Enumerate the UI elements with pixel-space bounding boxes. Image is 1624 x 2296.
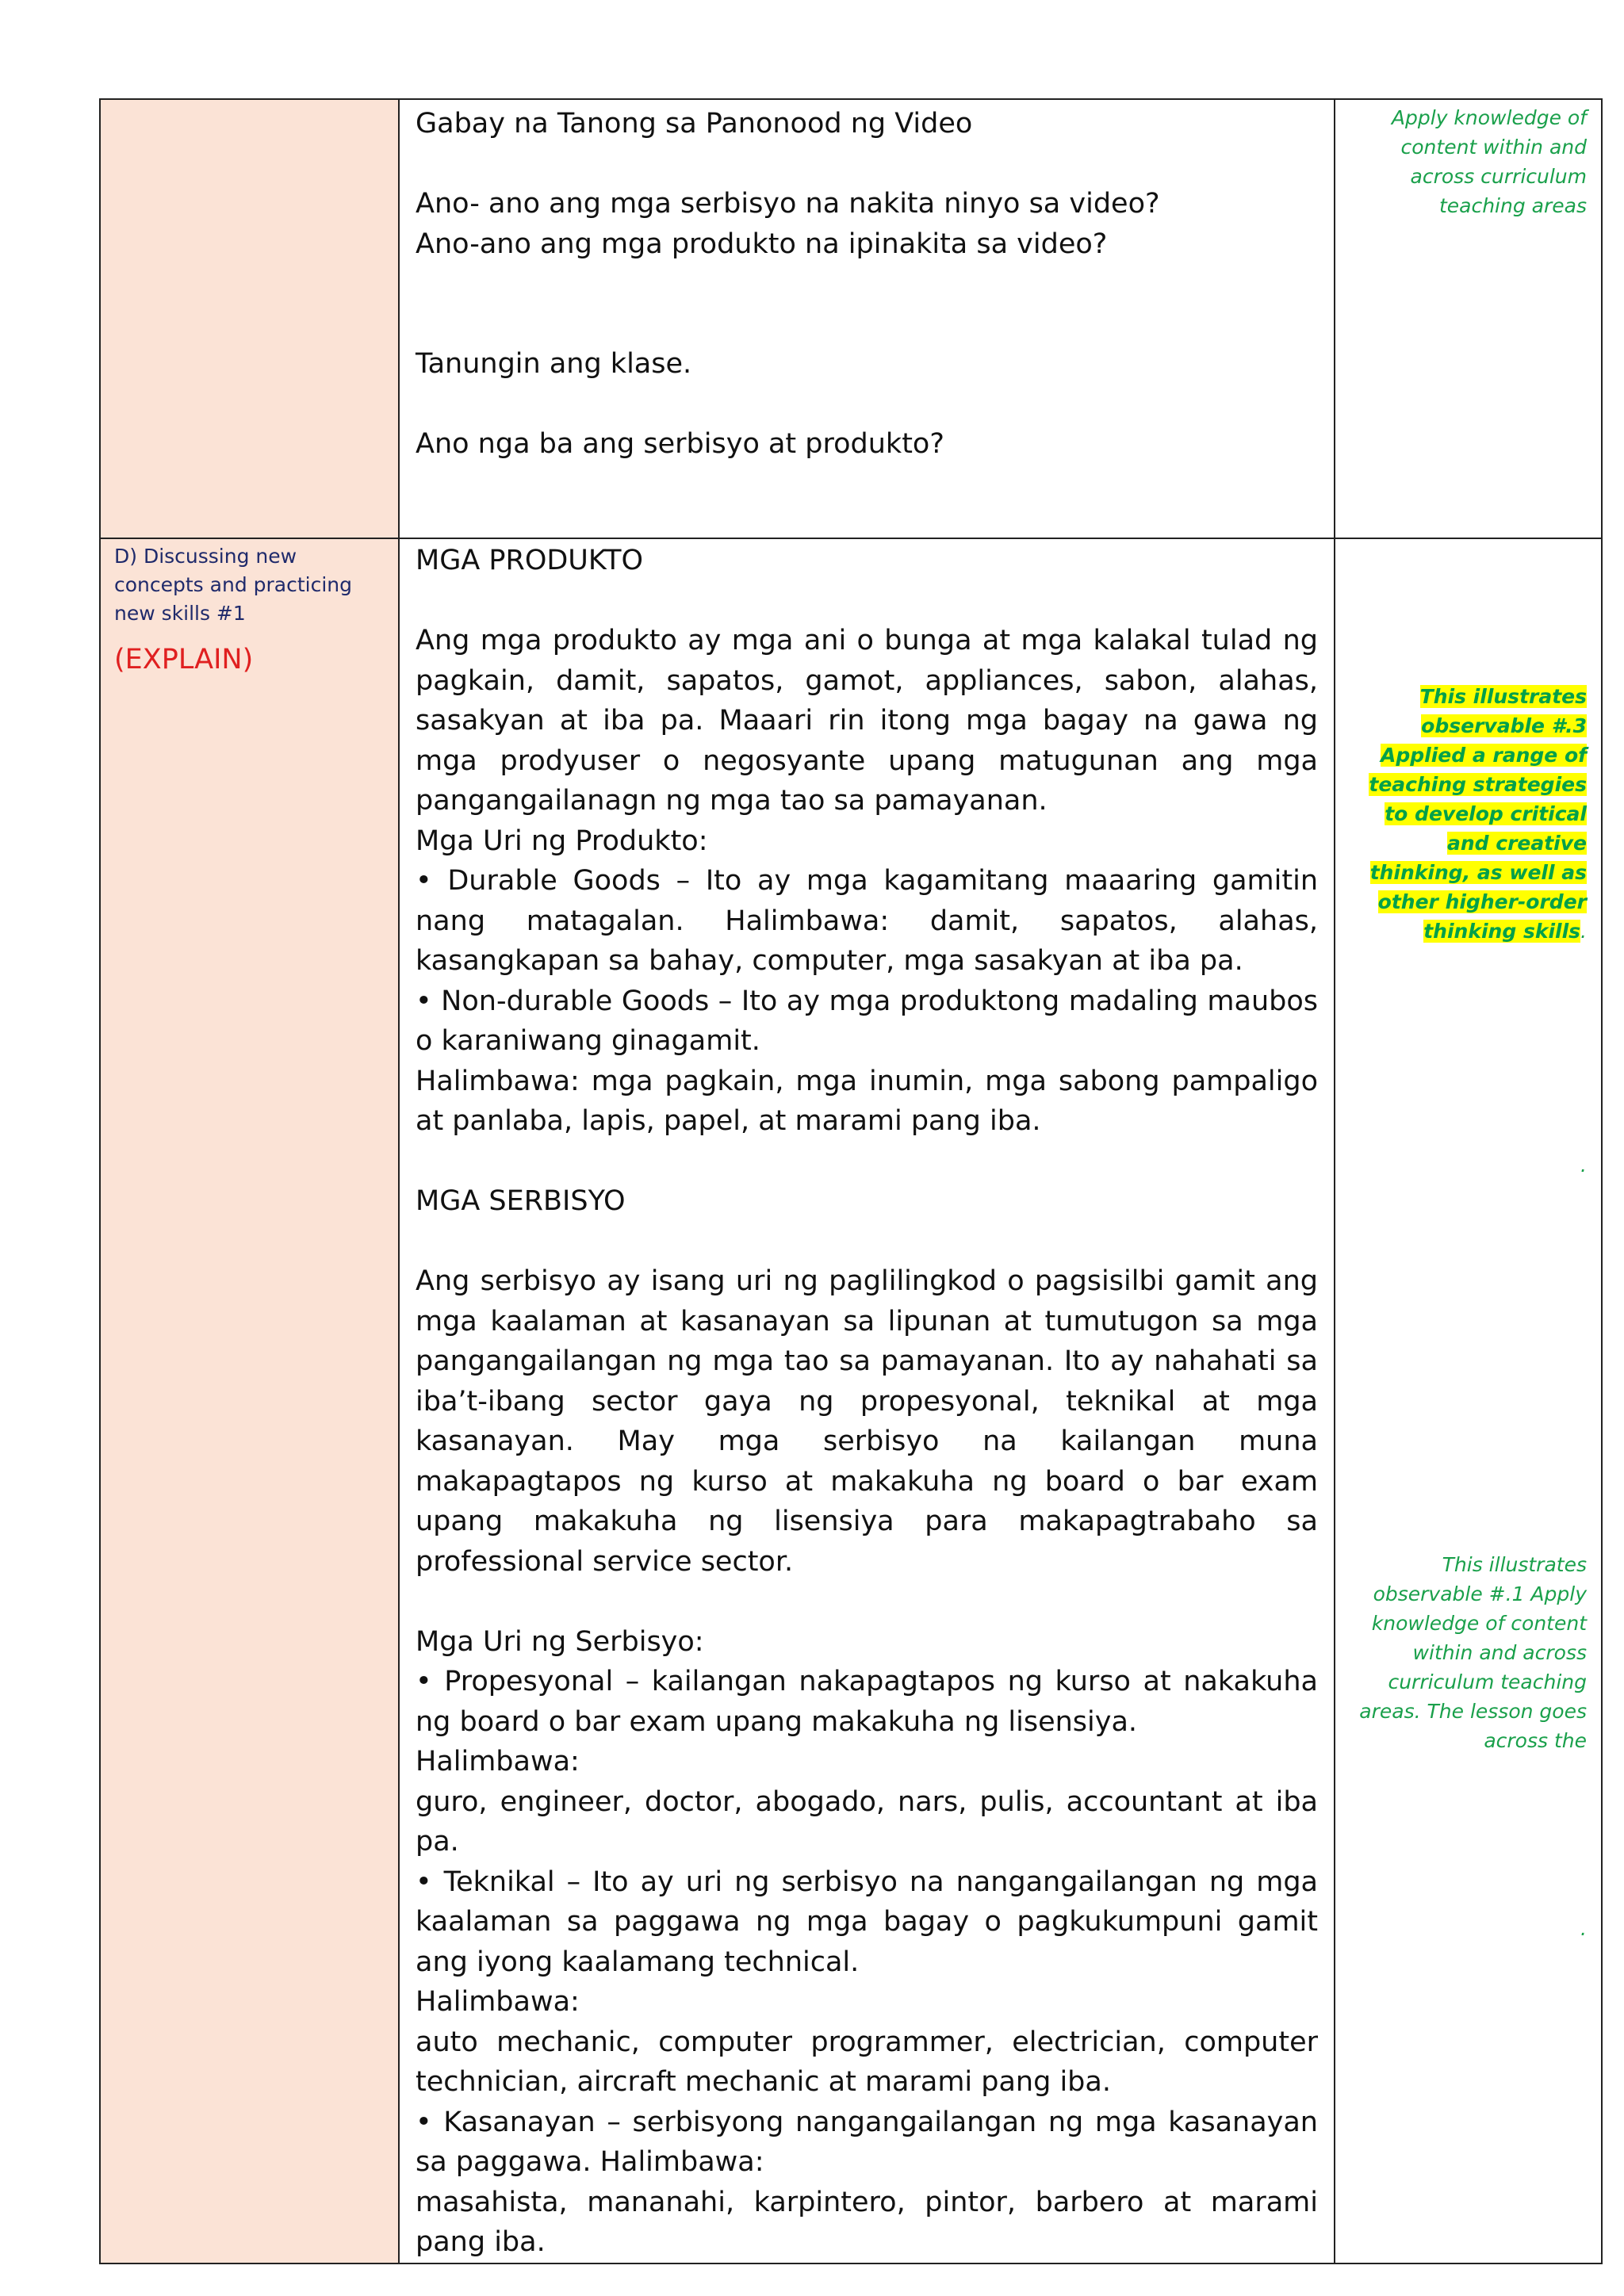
guide-question: Ano-ano ang mga produkto na ipinakita sa video? (416, 228, 1108, 260)
section-heading: MGA PRODUKTO (416, 545, 644, 576)
guide-heading: Gabay na Tanong sa Panonood ng Video (416, 108, 973, 140)
bullet-item: • Teknikal – Ito ay uri ng serbisyo na nangangailangan ng mga kaalaman sa paggawa ng mga bagay o pagkukumpuni gamit ang iyong kaalamang technical. (416, 1866, 1318, 1978)
class-instruction: Tanungin ang klase. (416, 348, 692, 380)
dot-marker: . (1580, 1154, 1587, 1177)
example-text: auto mechanic, computer programmer, electrician, computer technician, aircraft mechanic at marami pang iba. (416, 2026, 1318, 2098)
phase-cell (100, 99, 399, 538)
example-text: guro, engineer, doctor, abogado, nars, pulis, accountant at iba pa. (416, 1785, 1318, 1858)
example-label: Halimbawa: (416, 1746, 580, 1777)
table-row (100, 538, 1602, 2263)
example-text: Halimbawa: mga pagkain, mga inumin, mga sabong pampaligo at panlaba, lapis, papel, at marami pang iba. (416, 1065, 1318, 1137)
annotation-cell (1335, 538, 1602, 2263)
bullet-item: • Durable Goods – Ito ay mga kagamitang maaaring gamitin nang matagalan. Halimbawa: damit, sapatos, alahas, kasangkapan sa bahay, computer, mga sasakyan at iba pa. (416, 865, 1318, 977)
observable-note-highlighted: This illustrates observable #.3 Applied a range of teaching strategies to develop critical and creative thinking, as well as other higher-order thinking skills. (1369, 685, 1587, 943)
side-note: Apply knowledge of content within and across curriculum teaching areas (1391, 106, 1587, 217)
guide-question: Ano nga ba ang serbisyo at produkto? (416, 428, 944, 460)
paragraph: Ang mga produkto ay mga ani o bunga at mga kalakal tulad ng pagkain, damit, sapatos, gamot, appliances, sabon, alahas, sasakyan at iba pa. Maaari rin itong mga bagay na gawa ng mga prodyuser o negosyante upang matugunan ang mga pangangailanagn ng mga tao sa pamayanan. (416, 625, 1318, 817)
example-label: Halimbawa: (416, 1986, 580, 2018)
guide-question: Ano- ano ang mga serbisyo na nakita ninyo sa video? (416, 188, 1160, 220)
annotation-cell (1335, 99, 1602, 538)
lesson-plan-table (99, 98, 1603, 2264)
content-cell (399, 538, 1335, 2263)
example-text: masahista, mananahi, karpintero, pintor, barbero at marami pang iba. (416, 2186, 1318, 2258)
section-heading: MGA SERBISYO (416, 1185, 626, 1217)
subheading: Mga Uri ng Serbisyo: (416, 1625, 704, 1658)
phase-cell (100, 538, 399, 2263)
phase-label: D) Discussing new concepts and practicing new skills #1 (114, 545, 352, 625)
paragraph: Ang serbisyo ay isang uri ng paglilingkod o pagsisilbi gamit ang mga kaalaman at kasanayan sa lipunan at tumutugon sa mga pangangailangan ng mga tao sa pamayanan. Ito ay nahahati sa iba’t-ibang sector gaya ng propesyonal, teknikal at mga kasanayan. May mga serbisyo na kailangan muna makapagtapos ng kurso at makakuha ng board o bar exam upang makakuha ng lisensiya para makapagtrabaho sa professional service sector. (416, 1265, 1318, 1578)
bullet-item: • Propesyonal – kailangan nakapagtapos ng kurso at nakakuha ng board o bar exam upang makakuha ng lisensiya. (416, 1666, 1318, 1738)
bullet-item: • Kasanayan – serbisyong nangangailangan ng mga kasanayan sa paggawa. Halimbawa: (416, 2106, 1318, 2178)
observable-note: This illustrates observable #.1 Apply knowledge of content within and across curriculum teaching areas. The lesson goes across the (1359, 1553, 1587, 1752)
subheading: Mga Uri ng Produkto: (416, 825, 708, 857)
dot-marker: . (1580, 1917, 1587, 1940)
table-row (100, 99, 1602, 538)
content-cell (399, 99, 1335, 538)
highlighted-text: This illustrates observable #.3 Applied a range of teaching strategies to develop critical and creative thinking, as well as other higher-order thinking skills (1369, 685, 1587, 943)
bullet-item: • Non-durable Goods – Ito ay mga produktong madaling maubos o karaniwang ginagamit. (416, 985, 1318, 1057)
phase-tag: (EXPLAIN) (114, 644, 254, 675)
